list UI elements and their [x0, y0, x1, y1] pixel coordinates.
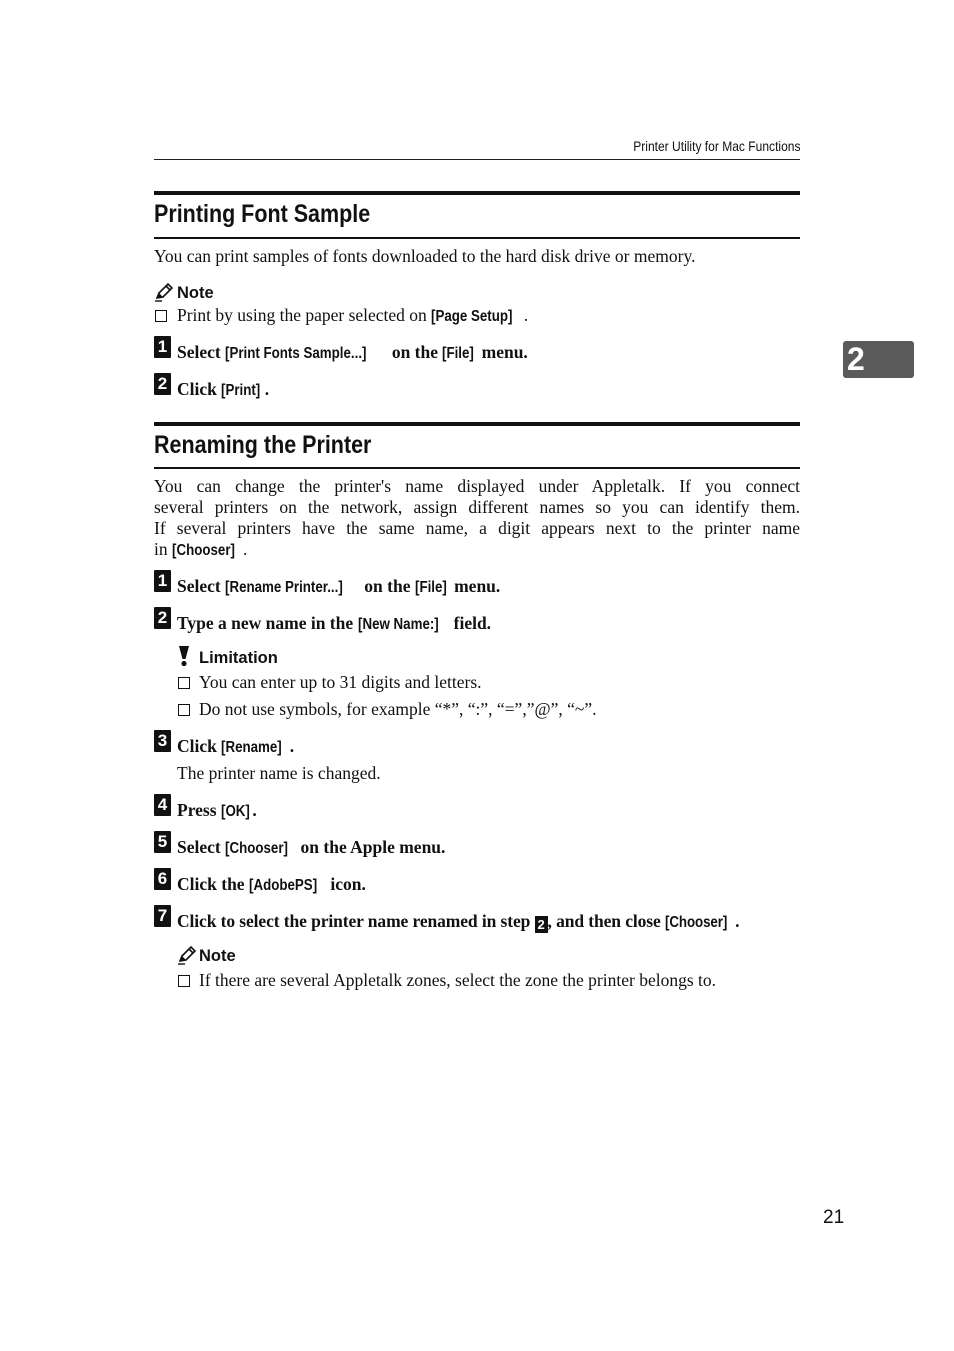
section-bottom-rule: [154, 237, 800, 239]
step-5-text: Select [Chooser] on the Apple menu.: [177, 837, 446, 857]
step-number-2: 2: [154, 373, 171, 395]
note-heading: Note: [199, 947, 236, 965]
pencil-icon: [154, 282, 174, 302]
section1-intro: You can print samples of fonts downloaded to the hard disk drive or memory.: [154, 246, 696, 266]
section-title-printing-font-sample: Printing Font Sample: [154, 200, 371, 228]
note-item: Print by using the paper selected on [Page Setup] .: [177, 305, 529, 325]
checkbox-bullet-icon: [178, 677, 190, 689]
step-2-text: Type a new name in the [New Name:] field.: [177, 613, 492, 633]
limitation-item: You can enter up to 31 digits and letters.: [199, 672, 482, 692]
note-item: If there are several Appletalk zones, select the zone the printer belongs to.: [199, 970, 717, 990]
running-header: Printer Utility for Mac Functions: [632, 138, 800, 154]
checkbox-bullet-icon: [155, 310, 167, 322]
page-number: 21: [823, 1207, 845, 1228]
step-number-1: 1: [154, 336, 171, 358]
step-number-5: 5: [154, 831, 171, 853]
step-3-result: The printer name is changed.: [177, 763, 381, 783]
section-title-renaming-the-printer: Renaming the Printer: [154, 431, 372, 459]
limitation-heading: Limitation: [199, 649, 278, 667]
step-2-text: Click [Print] .: [177, 379, 270, 399]
step-1-text: Select [Rename Printer...] on the [File] menu.: [177, 576, 501, 596]
section-top-rule: [154, 191, 800, 195]
step-number-2: 2: [154, 607, 171, 629]
checkbox-bullet-icon: [178, 975, 190, 987]
chapter-number: 2: [847, 341, 865, 377]
step-3-text: Click [Rename] .: [177, 736, 295, 756]
note-heading: Note: [177, 284, 214, 302]
step-1-text: Select [Print Fonts Sample...] on the [File] menu.: [177, 342, 528, 362]
step-number-3: 3: [154, 730, 171, 752]
limitation-icon: [177, 645, 191, 667]
step-6-text: Click the [AdobePS] icon.: [177, 874, 366, 894]
section2-intro: You can change the printer's name displayed under Appletalk. If you connect several printers on the network, assign different names so you can identify them. If several printers have the same name, a digit appears next to the printer name in [Chooser] .: [154, 476, 800, 559]
inline-step-reference: 2: [535, 916, 548, 933]
header-rule: [154, 159, 800, 160]
step-number-7: 7: [154, 905, 171, 927]
limitation-item: Do not use symbols, for example “*”, “:”, “=”,”@”, “~”.: [199, 699, 597, 719]
checkbox-bullet-icon: [178, 704, 190, 716]
chapter-tab: [843, 341, 914, 378]
step-4-text: Press [OK] .: [177, 800, 257, 820]
section-top-rule: [154, 422, 800, 426]
section-bottom-rule: [154, 467, 800, 469]
step-number-4: 4: [154, 794, 171, 816]
step-number-6: 6: [154, 868, 171, 890]
step-7-text: Click to select the printer name renamed in step 2 , and then close [Chooser] .: [177, 911, 740, 932]
step-number-1: 1: [154, 570, 171, 592]
pencil-icon: [177, 945, 197, 965]
